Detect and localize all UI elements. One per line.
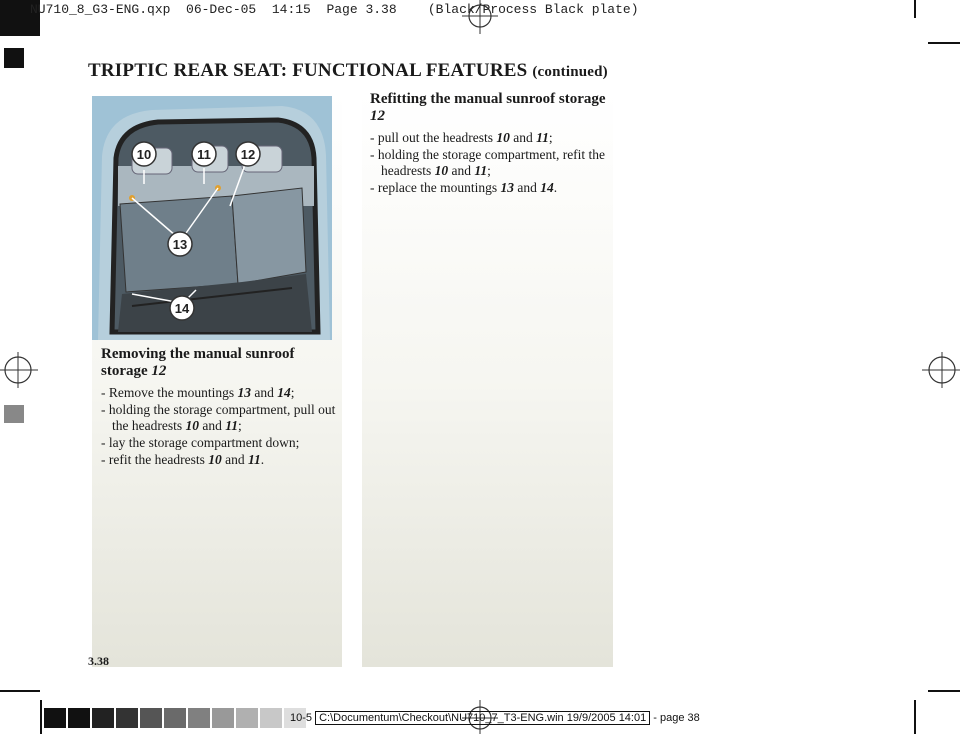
step-ref: 11 [247, 452, 261, 467]
refitting-steps [370, 130, 606, 196]
color-bar-swatch [92, 708, 114, 728]
refitting-section [370, 91, 606, 197]
color-bar-swatch [140, 708, 162, 728]
rear-seat-drawing [92, 96, 332, 340]
crop-mark [40, 700, 42, 734]
step-text: - refit the headrests [101, 452, 209, 467]
registration-target-icon [920, 350, 960, 390]
color-bar-swatch [116, 708, 138, 728]
refitting-heading-ref: 12 [370, 108, 385, 124]
callout-13 [168, 232, 192, 256]
list-item [101, 402, 337, 434]
step-text: ; [548, 130, 553, 145]
step-ref: 14 [540, 180, 554, 195]
list-item [101, 435, 337, 451]
removing-section [101, 346, 337, 469]
step-ref: 14 [277, 385, 291, 400]
step-ref: 10 [434, 163, 449, 178]
registration-target-icon [0, 350, 40, 390]
crop-mark [928, 42, 960, 44]
color-bar-swatch [44, 708, 66, 728]
list-item [370, 130, 606, 146]
step-ref: 13 [237, 385, 251, 400]
title-text: TRIPTIC REAR SEAT: FUNCTIONAL FEATURES [88, 60, 528, 81]
step-ref: 10 [496, 130, 510, 145]
page-title [88, 60, 608, 82]
step-text: ; [487, 163, 491, 178]
step-ref: 13 [500, 180, 514, 195]
crop-mark [914, 0, 916, 18]
callout-13-label: 13 [172, 237, 188, 252]
callout-10 [132, 142, 156, 166]
list-item [101, 385, 337, 401]
list-item [370, 180, 606, 196]
step-ref: 10 [208, 452, 222, 467]
registration-square [4, 48, 24, 68]
footer-file-info [290, 712, 700, 724]
refitting-heading-text: Refitting the manual sunroof storage [370, 91, 606, 107]
footer-prefix: 10-5 [290, 712, 313, 724]
footer-path: C:\Documentum\Checkout\NU710_7_T3-ENG.win 19/9/2005 14:01 [315, 711, 650, 725]
page-number: 3.38 [88, 654, 109, 668]
crop-mark [0, 690, 40, 692]
footer-suffix: - page 38 [653, 712, 700, 724]
step-text: . [260, 452, 265, 467]
callout-12 [236, 142, 260, 166]
color-bar-swatch [164, 708, 186, 728]
title-suffix: (continued) [532, 64, 608, 80]
list-item [101, 452, 337, 468]
callout-12-label: 12 [240, 147, 256, 162]
step-text: - lay the storage compartment down; [101, 435, 300, 450]
step-text: ; [290, 385, 295, 400]
crop-mark [928, 690, 960, 692]
step-text: . [553, 180, 558, 195]
color-bar-swatch [212, 708, 234, 728]
color-bar-swatch [188, 708, 210, 728]
step-text: and [250, 385, 278, 400]
rear-seat-illustration [92, 96, 332, 340]
color-bar-strip [44, 708, 308, 728]
step-text: - pull out the headrests [370, 130, 497, 145]
removing-heading [101, 346, 337, 380]
step-text: - replace the mountings [370, 180, 501, 195]
removing-heading-ref: 12 [151, 363, 167, 379]
step-ref: 11 [536, 130, 549, 145]
print-slug: NU710_8_G3-ENG.qxp 06-Dec-05 14:15 Page 3.38 (Black/Process Black plate) [30, 2, 639, 17]
color-bar-swatch [68, 708, 90, 728]
step-text: and [509, 130, 537, 145]
removing-steps [101, 385, 337, 468]
callout-14 [170, 296, 194, 320]
color-bar-swatch [236, 708, 258, 728]
step-text: and [221, 452, 248, 467]
callout-10-label: 10 [136, 147, 152, 162]
crop-mark [914, 700, 916, 734]
step-text: and [448, 163, 475, 178]
step-ref: 11 [225, 418, 238, 433]
callout-14-label: 14 [174, 301, 190, 316]
callout-11-label: 11 [197, 147, 211, 162]
refitting-heading [370, 91, 606, 125]
step-text: and [513, 180, 541, 195]
step-ref: 10 [185, 418, 199, 433]
step-text: - holding the storage compartment, pull out the headrests [101, 402, 336, 433]
step-text: and [198, 418, 226, 433]
step-ref: 11 [474, 163, 488, 178]
removing-heading-text: Removing the manual sunroof storage [101, 346, 295, 379]
step-text: - holding the storage compartment, refit the headrests [370, 147, 606, 178]
step-text: - Remove the mountings [101, 385, 238, 400]
step-text: ; [238, 418, 242, 433]
registration-square [4, 405, 24, 423]
list-item [370, 147, 606, 179]
callout-11 [192, 142, 216, 166]
color-bar-swatch [260, 708, 282, 728]
